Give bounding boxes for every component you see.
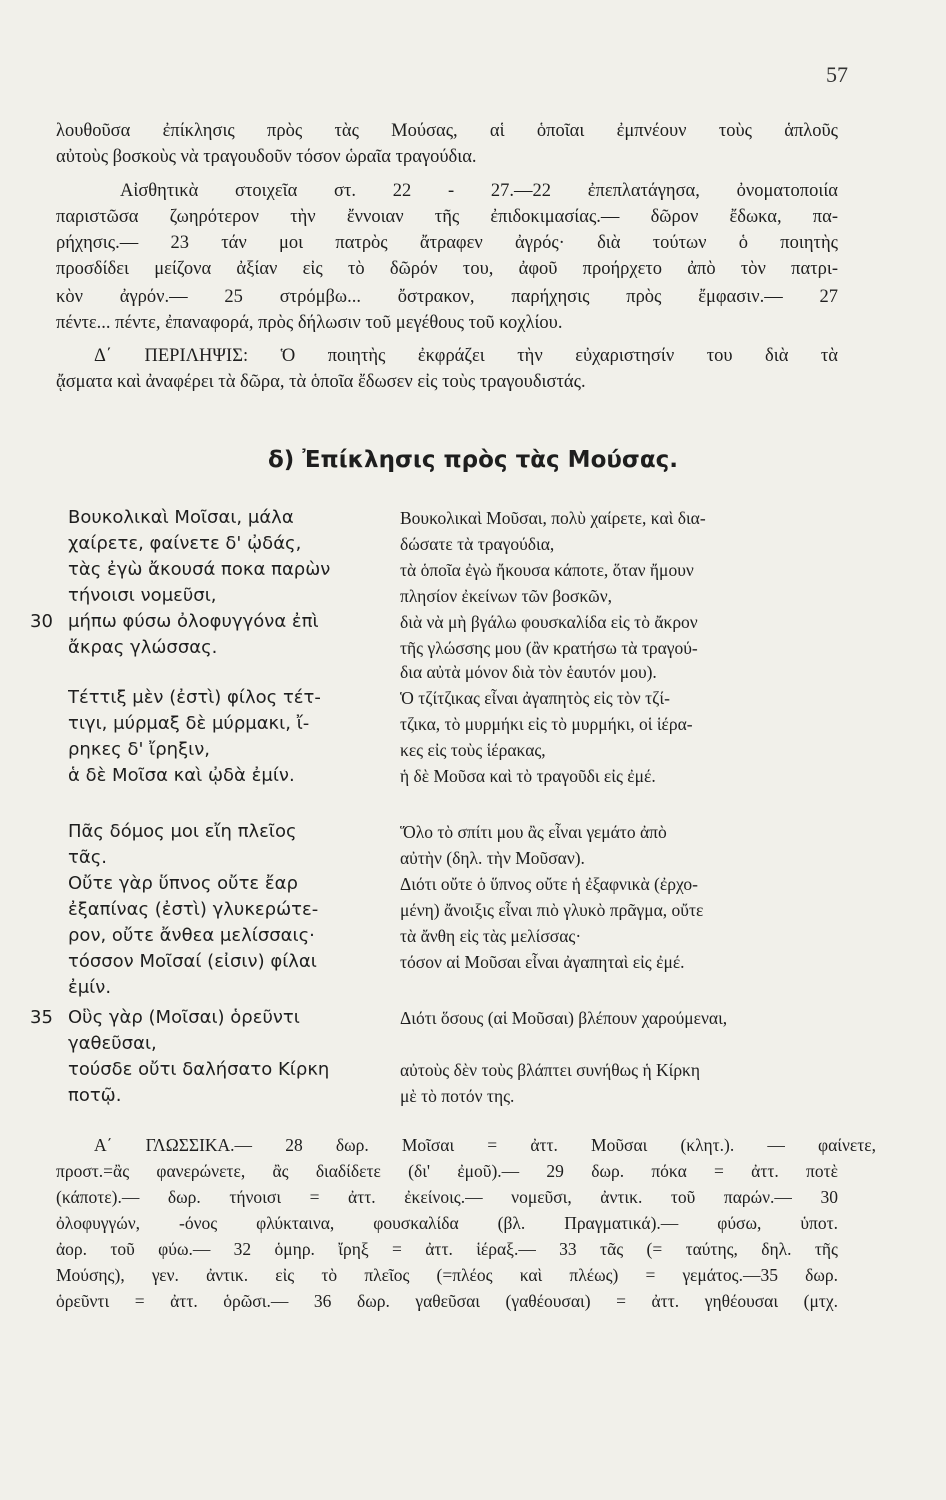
translation-line: Ὅλο τὸ σπίτι μου ἂς εἶναι γεμάτο ἀπὸ <box>400 822 667 842</box>
translation-line: τζικα, τὸ μυρμήκι εἰς τὸ μυρμήκι, οἱ ἱέρα- <box>400 714 693 734</box>
greek-line: τήνοισι νομεῦσι, <box>68 585 217 606</box>
greek-line: τιγι, μύρμαξ δὲ μύρμακι, ἴ- <box>68 713 310 734</box>
translation-line: διὰ νὰ μὴ βγάλω φουσκαλίδα εἰς τὸ ἄκρον <box>400 612 698 632</box>
translation-line: αὐτὴν (δηλ. τὴν Μοῦσαν). <box>400 848 585 868</box>
greek-line: ρον, οὔτε ἄνθεα μελίσσαις· <box>68 925 315 946</box>
footnote-line: προστ.=ἂς φανερώνετε, ἂς διαδίδετε (δι' ἐμοῦ).— 29 δωρ. πόκα = ἀττ. ποτὲ <box>56 1161 838 1181</box>
translation-line: πλησίον ἐκείνων τῶν βοσκῶν, <box>400 586 612 606</box>
translation-line: τῆς γλώσσης μου (ἂν κρατήσω τὰ τραγού- <box>400 638 698 658</box>
footnote-line: ὁρεῦντι = ἀττ. ὁρῶσι.— 36 δωρ. γαθεῦσαι (γαθέουσαι) = ἀττ. γηθέουσαι (μτχ. <box>56 1291 838 1311</box>
commentary-line: λουθοῦσα ἐπίκλησις πρὸς τὰς Μούσας, αἱ ὁποῖαι ἐμπνέουν τοὺς ἁπλοῦς <box>56 121 838 141</box>
commentary-line: Αἰσθητικὰ στοιχεῖα στ. 22 - 27.—22 ἐπεπλατάγησα, ὀνοματοποιία <box>120 181 838 201</box>
summary-line: ᾄσματα καὶ ἀναφέρει τὰ δῶρα, τὰ ὁποῖα ἔδωσεν εἰς τοὺς τραγουδιστάς. <box>56 372 586 392</box>
greek-line: ρηκες δ' ἴρηξιν, <box>68 739 210 760</box>
translation-line: δια αὐτὰ μόνον διὰ τὸν ἑαυτόν μου). <box>400 662 657 682</box>
greek-line: τόσσον Μοῖσαί (εἰσιν) φίλαι <box>68 951 317 972</box>
greek-line: Οὔτε γὰρ ὕπνος οὔτε ἔαρ <box>68 873 298 894</box>
commentary-line: πέντε... πέντε, ἐπαναφορά, πρὸς δήλωσιν τοῦ μεγέθους τοῦ κοχλίου. <box>56 313 563 333</box>
translation-line: μένη) ἄνοιξις εἶναι πιὸ γλυκὸ πρᾶγμα, οὔτε <box>400 900 704 920</box>
greek-line: ἐξαπίνας (ἐστὶ) γλυκερώτε- <box>68 899 319 920</box>
footnote-line: Α΄ ΓΛΩΣΣΙΚΑ.— 28 δωρ. Μοῖσαι = ἀττ. Μοῦσαι (κλητ.). — φαίνετε, <box>94 1135 876 1155</box>
commentary-line: προσδίδει μείζονα ἀξίαν εἰς τὸ δῶρόν του, ἀφοῦ προήρχετο ἀπὸ τὸν πατρι- <box>56 259 838 279</box>
footnote-line: (κάποτε).— δωρ. τήνοισι = ἀττ. ἐκείνοις.— νομεῦσι, ἀντικ. τοῦ παρών.— 30 <box>56 1187 838 1207</box>
greek-line: τούσδε οὔτι δαλήσατο Κίρκη <box>68 1059 330 1080</box>
greek-line: μήπω φύσω ὀλοφυγγόνα ἐπὶ <box>68 611 319 632</box>
translation-line: τόσον αἱ Μοῦσαι εἶναι ἀγαπηταὶ εἰς ἐμέ. <box>400 952 685 972</box>
line-number: 30 <box>30 611 53 632</box>
translation-line: μὲ τὸ ποτόν της. <box>400 1086 515 1106</box>
translation-line: Βουκολικαὶ Μοῦσαι, πολὺ χαίρετε, καὶ δια- <box>400 508 706 528</box>
commentary-line: ρήχησις.— 23 τάν μοι πατρὸς ἄτραφεν ἀγρός· διὰ τούτων ὁ ποιητὴς <box>56 233 838 253</box>
section-title: δ) Ἐπίκλησις πρὸς τὰς Μούσας. <box>268 447 678 473</box>
footnote-line: Μούσης), γεν. ἀντικ. εἰς τὸ πλεῖος (=πλέος καὶ πλέως) = γεμάτος.—35 δωρ. <box>56 1265 838 1285</box>
greek-line: Πᾶς δόμος μοι εἴη πλεῖος <box>68 821 297 842</box>
translation-line: Διότι ὅσους (αἱ Μοῦσαι) βλέπουν χαρούμεναι, <box>400 1008 728 1028</box>
greek-line: ἐμίν. <box>68 977 112 998</box>
line-number: 35 <box>30 1007 53 1028</box>
greek-line: χαίρετε, φαίνετε δ' ᾠδάς, <box>68 533 302 554</box>
translation-line: αὐτοὺς δὲν τοὺς βλάπτει συνήθως ἡ Κίρκη <box>400 1060 701 1080</box>
summary-line: Δ΄ ΠΕΡΙΛΗΨΙΣ: Ὁ ποιητὴς ἐκφράζει τὴν εὐχαριστησίν του διὰ τὰ <box>94 346 838 366</box>
commentary-line: αὐτοὺς βοσκοὺς νὰ τραγουδοῦν τόσον ὡραῖα τραγούδια. <box>56 147 477 167</box>
page-number: 57 <box>826 62 848 87</box>
footnote-line: ἀορ. τοῦ φύω.— 32 ὁμηρ. ἴρηξ = ἀττ. ἱέραξ.— 33 τᾶς (= ταύτης, δηλ. τῆς <box>56 1239 838 1259</box>
translation-line: δώσατε τὰ τραγούδια, <box>400 534 555 554</box>
translation-line: τὰ ὁποῖα ἐγὼ ἤκουσα κάποτε, ὅταν ἤμουν <box>400 560 694 580</box>
commentary-line: κὸν ἀγρόν.— 25 στρόμβω... ὄστρακον, παρήχησις πρὸς ἔμφασιν.— 27 <box>56 287 838 307</box>
translation-line: κες εἰς τοὺς ἱέρακας, <box>400 740 546 760</box>
greek-line: ποτῷ. <box>68 1085 122 1106</box>
translation-line: Διότι οὔτε ὁ ὕπνος οὔτε ἡ ἐξαφνικὰ (ἐρχο- <box>400 874 698 894</box>
commentary-line: παριστῶσα ζωηρότερον τὴν ἔννοιαν τῆς ἐπιδοκιμασίας.— δῶρον ἔδωκα, πα- <box>56 207 838 227</box>
greek-line: γαθεῦσαι, <box>68 1033 157 1054</box>
footnote-line: ὀλοφυγγών, -όνος φλύκταινα, φουσκαλίδα (βλ. Πραγματικά).— φύσω, ὑποτ. <box>56 1213 838 1233</box>
greek-line: τᾶς. <box>68 847 107 868</box>
greek-line: Βουκολικαὶ Μοῖσαι, μάλα <box>68 507 294 528</box>
translation-line: τὰ ἄνθη εἰς τὰς μελίσσας· <box>400 926 582 946</box>
translation-line: ἡ δὲ Μοῦσα καὶ τὸ τραγοῦδι εἰς ἐμέ. <box>400 766 656 786</box>
greek-line: τὰς ἐγὼ ἄκουσά ποκα παρὼν <box>68 559 331 580</box>
greek-line: Τέττιξ μὲν (ἐστὶ) φίλος τέτ- <box>68 687 321 708</box>
translation-line: Ὁ τζίτζικας εἶναι ἀγαπητὸς εἰς τὸν τζί- <box>400 688 670 708</box>
greek-line: ἄκρας γλώσσας. <box>68 637 218 658</box>
greek-line: ἁ δὲ Μοῖσα καὶ ᾠδὰ ἐμίν. <box>68 765 295 786</box>
greek-line: Οὓς γὰρ (Μοῖσαι) ὁρεῦντι <box>68 1007 300 1028</box>
